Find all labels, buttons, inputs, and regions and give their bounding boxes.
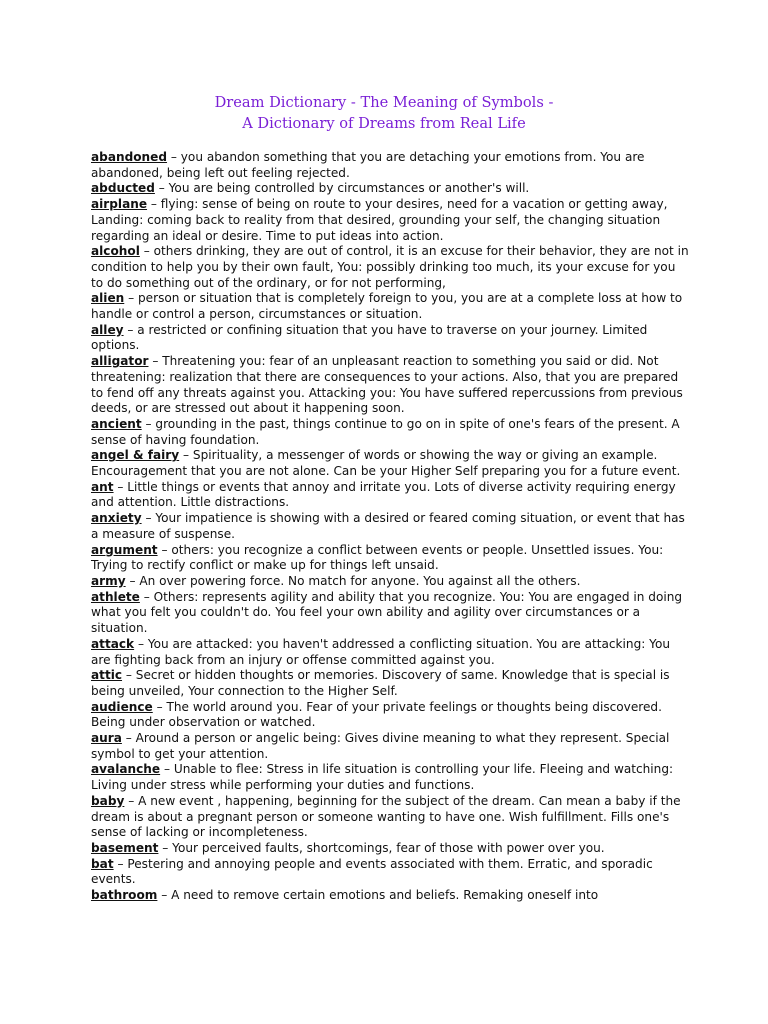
entry-abandoned [91, 150, 691, 181]
entry-term: airplane [91, 197, 148, 212]
entry-term: bathroom [91, 888, 158, 903]
entry-avalanche [91, 762, 691, 793]
entry-definition: – flying: sense of being on route to your desires, need for a vacation or getting away, Landing: coming back to reality from that desired, grounding your self, the changing situation regarding an ideal or desire. Time to put ideas into action. [91, 197, 668, 243]
entry-definition: – Spirituality, a messenger of words or showing the way or giving an example. Encouragement that you are not alone. Can be your Higher Self preparing you for a future event. [91, 448, 681, 479]
entry-term: attic [91, 668, 123, 683]
entry-term: army [91, 573, 126, 588]
entry-definition: – An over powering force. No match for anyone. You against all the others. [125, 573, 581, 588]
entry-term: alligator [91, 354, 149, 369]
page-title [0, 92, 768, 134]
entry-term: alcohol [91, 244, 140, 259]
entry-anxiety [91, 511, 691, 542]
entry-term: alien [91, 291, 125, 306]
entry-abducted [91, 181, 691, 197]
entry-airplane [91, 197, 691, 244]
entry-definition: – grounding in the past, things continue to go on in spite of one's fears of the present. A sense of having foundation. [91, 416, 680, 447]
entry-definition: – A need to remove certain emotions and beliefs. Remaking oneself into [157, 888, 599, 903]
entry-athlete [91, 590, 691, 637]
entry-term: abandoned [91, 150, 168, 164]
entry-bat [91, 857, 691, 888]
entry-term: audience [91, 699, 153, 714]
entry-definition: – You are attacked: you haven't addressed a conflicting situation. You are attacking: You are fighting back from an injury or offense committed against you. [91, 636, 671, 667]
entry-alien [91, 291, 691, 322]
entry-term: basement [91, 840, 159, 855]
entry-definition: – Your impatience is showing with a desired or feared coming situation, or event that has a measure of suspense. [91, 511, 685, 541]
entry-definition: – Around a person or angelic being: Gives divine meaning to what they represent. Special symbol to get your attention. [91, 731, 670, 761]
entry-baby [91, 794, 691, 841]
entry-definition: – you abandon something that you are detaching your emotions from. You are abandoned, being left out feeling rejected. [91, 150, 645, 180]
entry-definition: – person or situation that is completely foreign to you, you are at a complete loss at how to handle or control a person, circumstances or situation. [91, 291, 683, 322]
entry-term: bat [91, 856, 114, 871]
entry-definition: – The world around you. Fear of your private feelings or thoughts being discovered. Being under observation or watched. [91, 699, 662, 730]
entry-definition: – Unable to flee: Stress in life situation is controlling your life. Fleeing and watching: Living under stress while performing your duties and functions. [91, 762, 674, 793]
entry-term: ant [91, 479, 114, 494]
entry-term: baby [91, 793, 125, 808]
entry-definition: – others drinking, they are out of control, it is an excuse for their behavior, they are not in condition to help you by their own fault, You: possibly drinking too much, its your excuse for you to do something out of the ordinary, or for not performing, [91, 244, 689, 290]
entry-attack [91, 637, 691, 668]
entry-ant [91, 480, 691, 511]
entry-term: attack [91, 636, 135, 651]
entry-audience [91, 700, 691, 731]
entry-definition: – You are being controlled by circumstances or another's will. [154, 181, 530, 196]
entry-term: alley [91, 322, 124, 337]
entry-definition: – Your perceived faults, shortcomings, fear of those with power over you. [158, 840, 605, 855]
entry-alley [91, 323, 691, 354]
entry-term: ancient [91, 416, 142, 431]
entry-bathroom [91, 888, 691, 904]
entry-definition: – others: you recognize a conflict between events or people. Unsettled issues. You: Trying to rectify conflict or make up for things left unsaid. [91, 542, 664, 573]
entry-attic [91, 668, 691, 699]
entry-term: athlete [91, 589, 140, 604]
entry-army [91, 574, 691, 590]
entry-term: avalanche [91, 762, 161, 777]
entry-ancient [91, 417, 691, 448]
title-line-2: A Dictionary of Dreams from Real Life [242, 115, 526, 132]
entry-alligator [91, 354, 691, 417]
entry-definition: – Others: represents agility and ability that you recognize. You: You are engaged in doing what you felt you couldn't do. You feel your own ability and agility over circumstances or a situation. [91, 589, 683, 636]
entry-aura [91, 731, 691, 762]
entry-term: aura [91, 731, 122, 746]
dictionary-entries [91, 150, 691, 904]
entry-argument [91, 543, 691, 574]
title-line-1: Dream Dictionary - The Meaning of Symbols - [214, 94, 554, 111]
entry-angel-fairy [91, 448, 691, 479]
entry-term: abducted [91, 181, 155, 196]
entry-definition: – Little things or events that annoy and irritate you. Lots of diverse activity requiring energy and attention. Little distractions. [91, 479, 676, 510]
entry-definition: – Threatening you: fear of an unpleasant reaction to something you said or did. Not threatening: realization that there are consequences to your actions. Also, that you are prepared to fend off any threats against you. Attacking you: You have suffered repercussions from previous deeds, or are stressed out about it happening soon. [91, 354, 683, 416]
entry-definition: – Secret or hidden thoughts or memories. Discovery of same. Knowledge that is special is being unveiled, Your connection to the Higher Self. [91, 668, 670, 698]
entry-definition: – a restricted or confining situation that you have to traverse on your journey. Limited options. [91, 322, 648, 353]
entry-term: angel & fairy [91, 448, 180, 463]
entry-basement [91, 841, 691, 857]
entry-term: anxiety [91, 511, 142, 526]
entry-definition: – A new event , happening, beginning for the subject of the dream. Can mean a baby if the dream is about a pregnant person or someone wanting to have one. Wish fulfillment. Fills one's sense of lacking or incompleteness. [91, 793, 681, 840]
entry-term: argument [91, 542, 158, 557]
entry-alcohol [91, 244, 691, 291]
entry-definition: – Pestering and annoying people and events associated with them. Erratic, and sporadic events. [91, 856, 653, 887]
